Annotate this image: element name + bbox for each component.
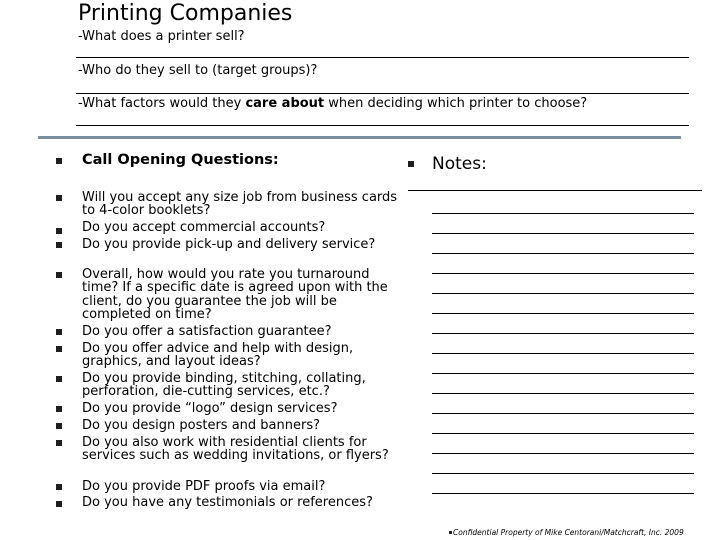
bullet-icon [56,242,62,248]
bullet-icon [56,228,62,234]
intro-question-products: -What does a printer sell? [78,29,245,44]
question-item: Do you also work with residential clients for services such as wedding invitations, or flyers? [82,435,389,464]
notes-line [432,473,694,474]
bullet-icon [56,423,62,429]
notes-line [432,253,694,254]
bullet-icon [56,484,62,490]
question-item: Do you provide PDF proofs via email? [82,479,326,494]
section-divider [38,136,681,139]
notes-line [432,453,694,454]
notes-line [408,190,702,191]
answer-rule [76,125,689,126]
question-item: Overall, how would you rate you turnaround time? If a specific date is agreed upon with the client, do you guarantee the job will be completed on time? [82,267,388,322]
bullet-icon [56,272,62,278]
bullet-icon [56,501,62,507]
intro-question-factors [78,96,587,112]
bullet-icon [56,329,62,335]
question-item: Do you offer advice and help with design, graphics, and layout ideas? [82,341,354,370]
question-item: Do you provide pick-up and delivery service? [82,237,376,252]
notes-line [432,313,694,314]
footer-copyright: Confidential Property of Mike Centorani/Matchcraft, Inc. 2009 [453,528,684,537]
bullet-icon [449,531,452,534]
notes-line [432,213,694,214]
notes-line [432,333,694,334]
notes-heading: Notes: [432,154,487,174]
question-item: Do you offer a satisfaction guarantee? [82,324,332,339]
intro-factors-emphasis: care about [245,96,325,111]
notes-line [432,273,694,274]
intro-factors-pre: -What factors would they [78,96,246,111]
answer-rule [76,57,689,58]
bullet-icon [56,440,62,446]
question-item: Do you have any testimonials or references? [82,495,373,510]
bullet-icon [56,346,62,352]
answer-rule [76,93,689,94]
notes-line [432,293,694,294]
bullet-icon [56,406,62,412]
notes-line [432,373,694,374]
intro-question-target-groups: -Who do they sell to (target groups)? [78,63,318,78]
notes-line [432,413,694,414]
question-item: Do you accept commercial accounts? [82,220,326,235]
bullet-icon [56,195,62,201]
intro-factors-post: when deciding which printer to choose? [324,96,588,111]
question-item: Will you accept any size job from business cards to 4-color booklets? [82,190,398,219]
notes-line [432,233,694,234]
notes-line [432,433,694,434]
question-item: Do you design posters and banners? [82,418,320,433]
question-item: Do you provide “logo” design services? [82,401,338,416]
question-item: Do you provide binding, stitching, collating, perforation, die-cutting services, etc.? [82,371,366,400]
bullet-icon [56,158,62,164]
notes-line [432,493,694,494]
bullet-icon [56,376,62,382]
bullet-icon [408,161,414,167]
notes-line [432,353,694,354]
page-title: Printing Companies [78,1,293,26]
call-opening-heading: Call Opening Questions: [82,152,279,168]
notes-line [432,393,694,394]
